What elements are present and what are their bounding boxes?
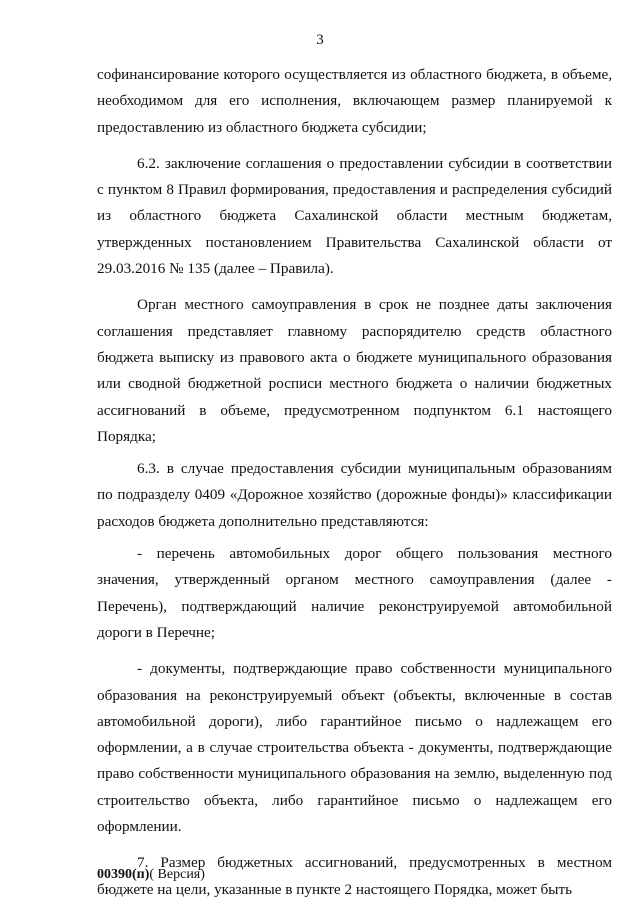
paragraph-6-2: 6.2. заключение соглашения о предоставлении субсидии в соответствии с пунктом 8 Правил формирования, предоставления и распределения субсидий из областного бюджета Сахалинской области местным бюджетам, утвержденных постановлением Правительства Сахалинской области от 29.03.2016 № 135 (далее – Правила). <box>97 154 612 278</box>
document-code: 00390(п) <box>97 867 150 882</box>
list-item-ownership-docs: - документы, подтверждающие право собственности муниципального образования на реконструируемый объект (объекты, включенные в состав автомобильной дороги), либо гарантийное письмо о надлежащем его оформлении, а в случае строительства объекта - документы, подтверждающие право собственности муниципального образования на землю, выделенную под строительство объекта, либо гарантийное письмо о надлежащем его оформлении. <box>97 660 612 836</box>
paragraph-local-authority: Орган местного самоуправления в срок не позднее даты заключения соглашения представляет главному распорядителю средств областного бюджета выписку из правового акта о бюджете муниципального образования или сводной бюджетной росписи местного бюджета о наличии бюджетных ассигнований в объеме, предусмотренном подпунктом 6.1 настоящего Порядка; <box>97 296 612 445</box>
footer <box>97 867 205 883</box>
paragraph-6-3: 6.3. в случае предоставления субсидии муниципальным образованиям по подразделу 0409 «Дорожное хозяйство (дорожные фонды)» классификации расходов бюджета дополнительно представляются: <box>97 460 612 530</box>
document-body <box>97 62 612 903</box>
paragraph-7: 7. Размер бюджетных ассигнований, предусмотренных в местном бюджете на цели, указанные в пункте 2 настоящего Порядка, может быть <box>97 854 612 898</box>
document-version: ( Версия) <box>149 867 205 882</box>
paragraph-continuation: софинансирование которого осуществляется из областного бюджета, в объеме, необходимом для его исполнения, включающем размер планируемой к предоставлению из областного бюджета субсидии; <box>97 66 612 136</box>
page-number: 3 <box>316 32 324 48</box>
list-item-road-list: - перечень автомобильных дорог общего пользования местного значения, утвержденный органом местного самоуправления (далее - Перечень), подтверждающий наличие реконструируемой автомобильной дороги в Перечне; <box>97 545 612 641</box>
